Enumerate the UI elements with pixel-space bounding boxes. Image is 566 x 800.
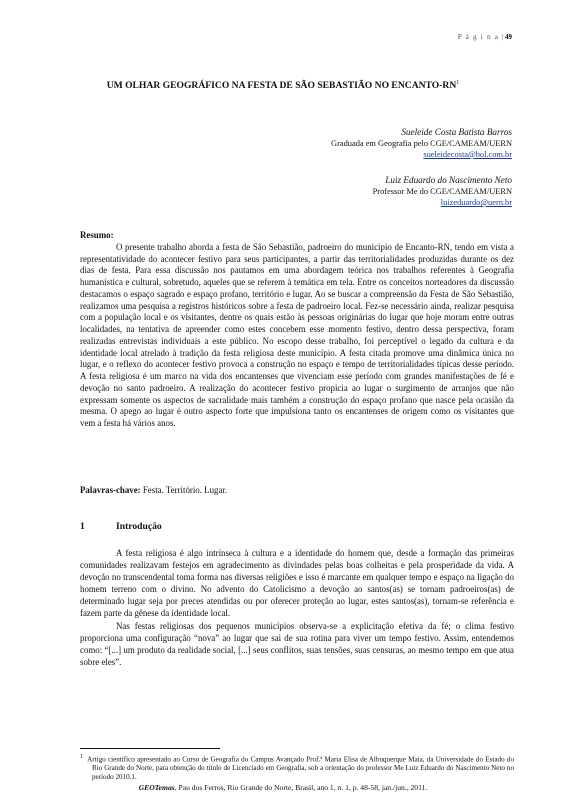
page-number: 49 — [504, 33, 512, 41]
article-title — [0, 80, 566, 91]
footnote-marker: 1 — [80, 754, 83, 760]
author-affiliation: Professor Me do CGE/CAMEAM/UERN — [372, 187, 512, 196]
paragraph: A festa religiosa é algo intrínseca à cultura e a identidade do homem que, desde a formação das primeiras comunidades realizavam festejos em agradecimento as divindades pelas boas colheitas e pela prosperidade da vida. A devoção no transcendental toma forma nas diversas religiões e isso é marcante em qualquer tempo e espaço na ligação do homem terreno com o divino. No advento do Catolicismo a devoção ao santos(as) se tornam padroeiros(as) de determinado lugar seja por preces atendidas ou por oferecer proteção ao lugar, estes santos(as), tornam-se referência e fazem parte da gênese da identidade local. — [80, 548, 514, 619]
author-email-link[interactable]: luizeduardo@uern.br — [440, 198, 512, 207]
footer-citation: , Pau dos Ferros, Rio Grande do Norte, Brasil, ano 1, n. 1, p. 48-58, jan./jun., 2011. — [174, 783, 428, 792]
article-title-text: UM OLHAR GEOGRÁFICO NA FESTA DE SÃO SEBASTIÃO NO ENCANTO-RN — [106, 80, 457, 92]
footnote-entry — [80, 753, 514, 782]
footnote-text: Artigo científico apresentado ao Curso de Geografia do Campus Avançado Prof.ª Maria Elisa de Albuquerque Maia, da Universidade do Estado do Rio Grande do Norte, para obtenção do título de Licenciado em Geografia, sob a orientação do professor Me Luiz Eduardo do Nascimento Neto no período 2010.1. — [87, 755, 515, 782]
keywords — [80, 485, 227, 495]
author-block — [331, 175, 512, 208]
footnote-divider — [80, 748, 220, 749]
author-name: Luiz Eduardo do Nascimento Neto — [385, 175, 512, 185]
abstract-heading: Resumo: — [80, 230, 114, 240]
footnote — [80, 753, 514, 782]
paragraph: Nas festas religiosas dos pequenos municípios observa-se a explicitação efetiva da fé; o clima festivo proporciona uma configuração “nova” ao lugar que sai de sua rotina para viver um tempo festivo. Assim, entendemos como: “[...] um produto da realidade social, [...] seus conflitos, suas tensões, suas censuras, ao mesmo tempo em que atua sobre eles”. — [80, 620, 514, 667]
section-title: Introdução — [116, 521, 162, 532]
abstract-text: O presente trabalho aborda a festa de São Sebastião, padroeiro do município de Encanto-RN, tendo em vista a representatividade do acontecer festivo para seus participantes, a partir das territorialidades produzidas durante os dez dias de festa. Para essa discussão nos pautamos em uma abordagem teórica nos trabalhos referentes à Geografia humanística e cultural, sobretudo, aqueles que se referem à temática em tela. Entre os conceitos norteadores da discussão destacamos o espaço sagrado e espaço profano, território e lugar. Ao se buscar a compreensão da Festa de São Sebastião, realizamos uma pesquisa a registros históricos sobre a festa de padroeiro local. Fez-se necessário ainda, realizar pesquisa com a população local e os visitantes, dentre os quais estão às pessoas originárias do lugar que hoje moram entre outras localidades, na tentativa de apreender como estes concebem esse momento festivo, dentro dessa perspectiva, foram realizadas entrevistas individuais a este público. No escopo desse trabalho, foi perceptível o legado da cultura e da identidade local atrelado à tradição da festa religiosa deste município. A festa citada promove uma dinâmica única no lugar, e o reflexo do acontecer festivo provoca a construção no espaço e tempo de territorialidades típicas desse período. A festa religiosa é um marco na vida dos encantenses que vivenciam esse período com grandes manifestações de fé e devoção no santo padroeiro. A realização do acontecer festivo propicia ao lugar o surgimento de arranjos que não expressam somente os aspectos de sacralidade mais também a construção do espaço profano que nasce pela ocasião da mesma. O apego ao lugar é outro aspecto forte que impulsiona tanto os encantenses de origem como os visitantes que vem a festa há vários anos. — [80, 241, 514, 428]
page-label: P á g i n a — [457, 33, 500, 41]
page-header — [458, 33, 512, 41]
page-footer — [0, 783, 566, 792]
author-affiliation: Graduada em Geografia pelo CGE/CAMEAM/UERN — [331, 139, 512, 148]
abstract — [80, 230, 514, 430]
author-block — [331, 127, 512, 160]
page-separator: | — [502, 33, 505, 41]
introduction — [80, 547, 514, 668]
journal-logo: GEOTemas — [138, 783, 175, 792]
title-footnote-marker[interactable]: 1 — [456, 80, 460, 86]
section-number: 1 — [80, 521, 85, 532]
section-heading — [80, 521, 162, 532]
keywords-label: Palavras-chave: — [80, 485, 141, 495]
author-name: Sueleide Costa Batista Barros — [401, 127, 512, 137]
author-email-link[interactable]: sueleidecosta@bol.com.br — [423, 150, 512, 159]
keywords-text: Festa. Território. Lugar. — [142, 485, 228, 495]
author-list — [331, 127, 512, 208]
